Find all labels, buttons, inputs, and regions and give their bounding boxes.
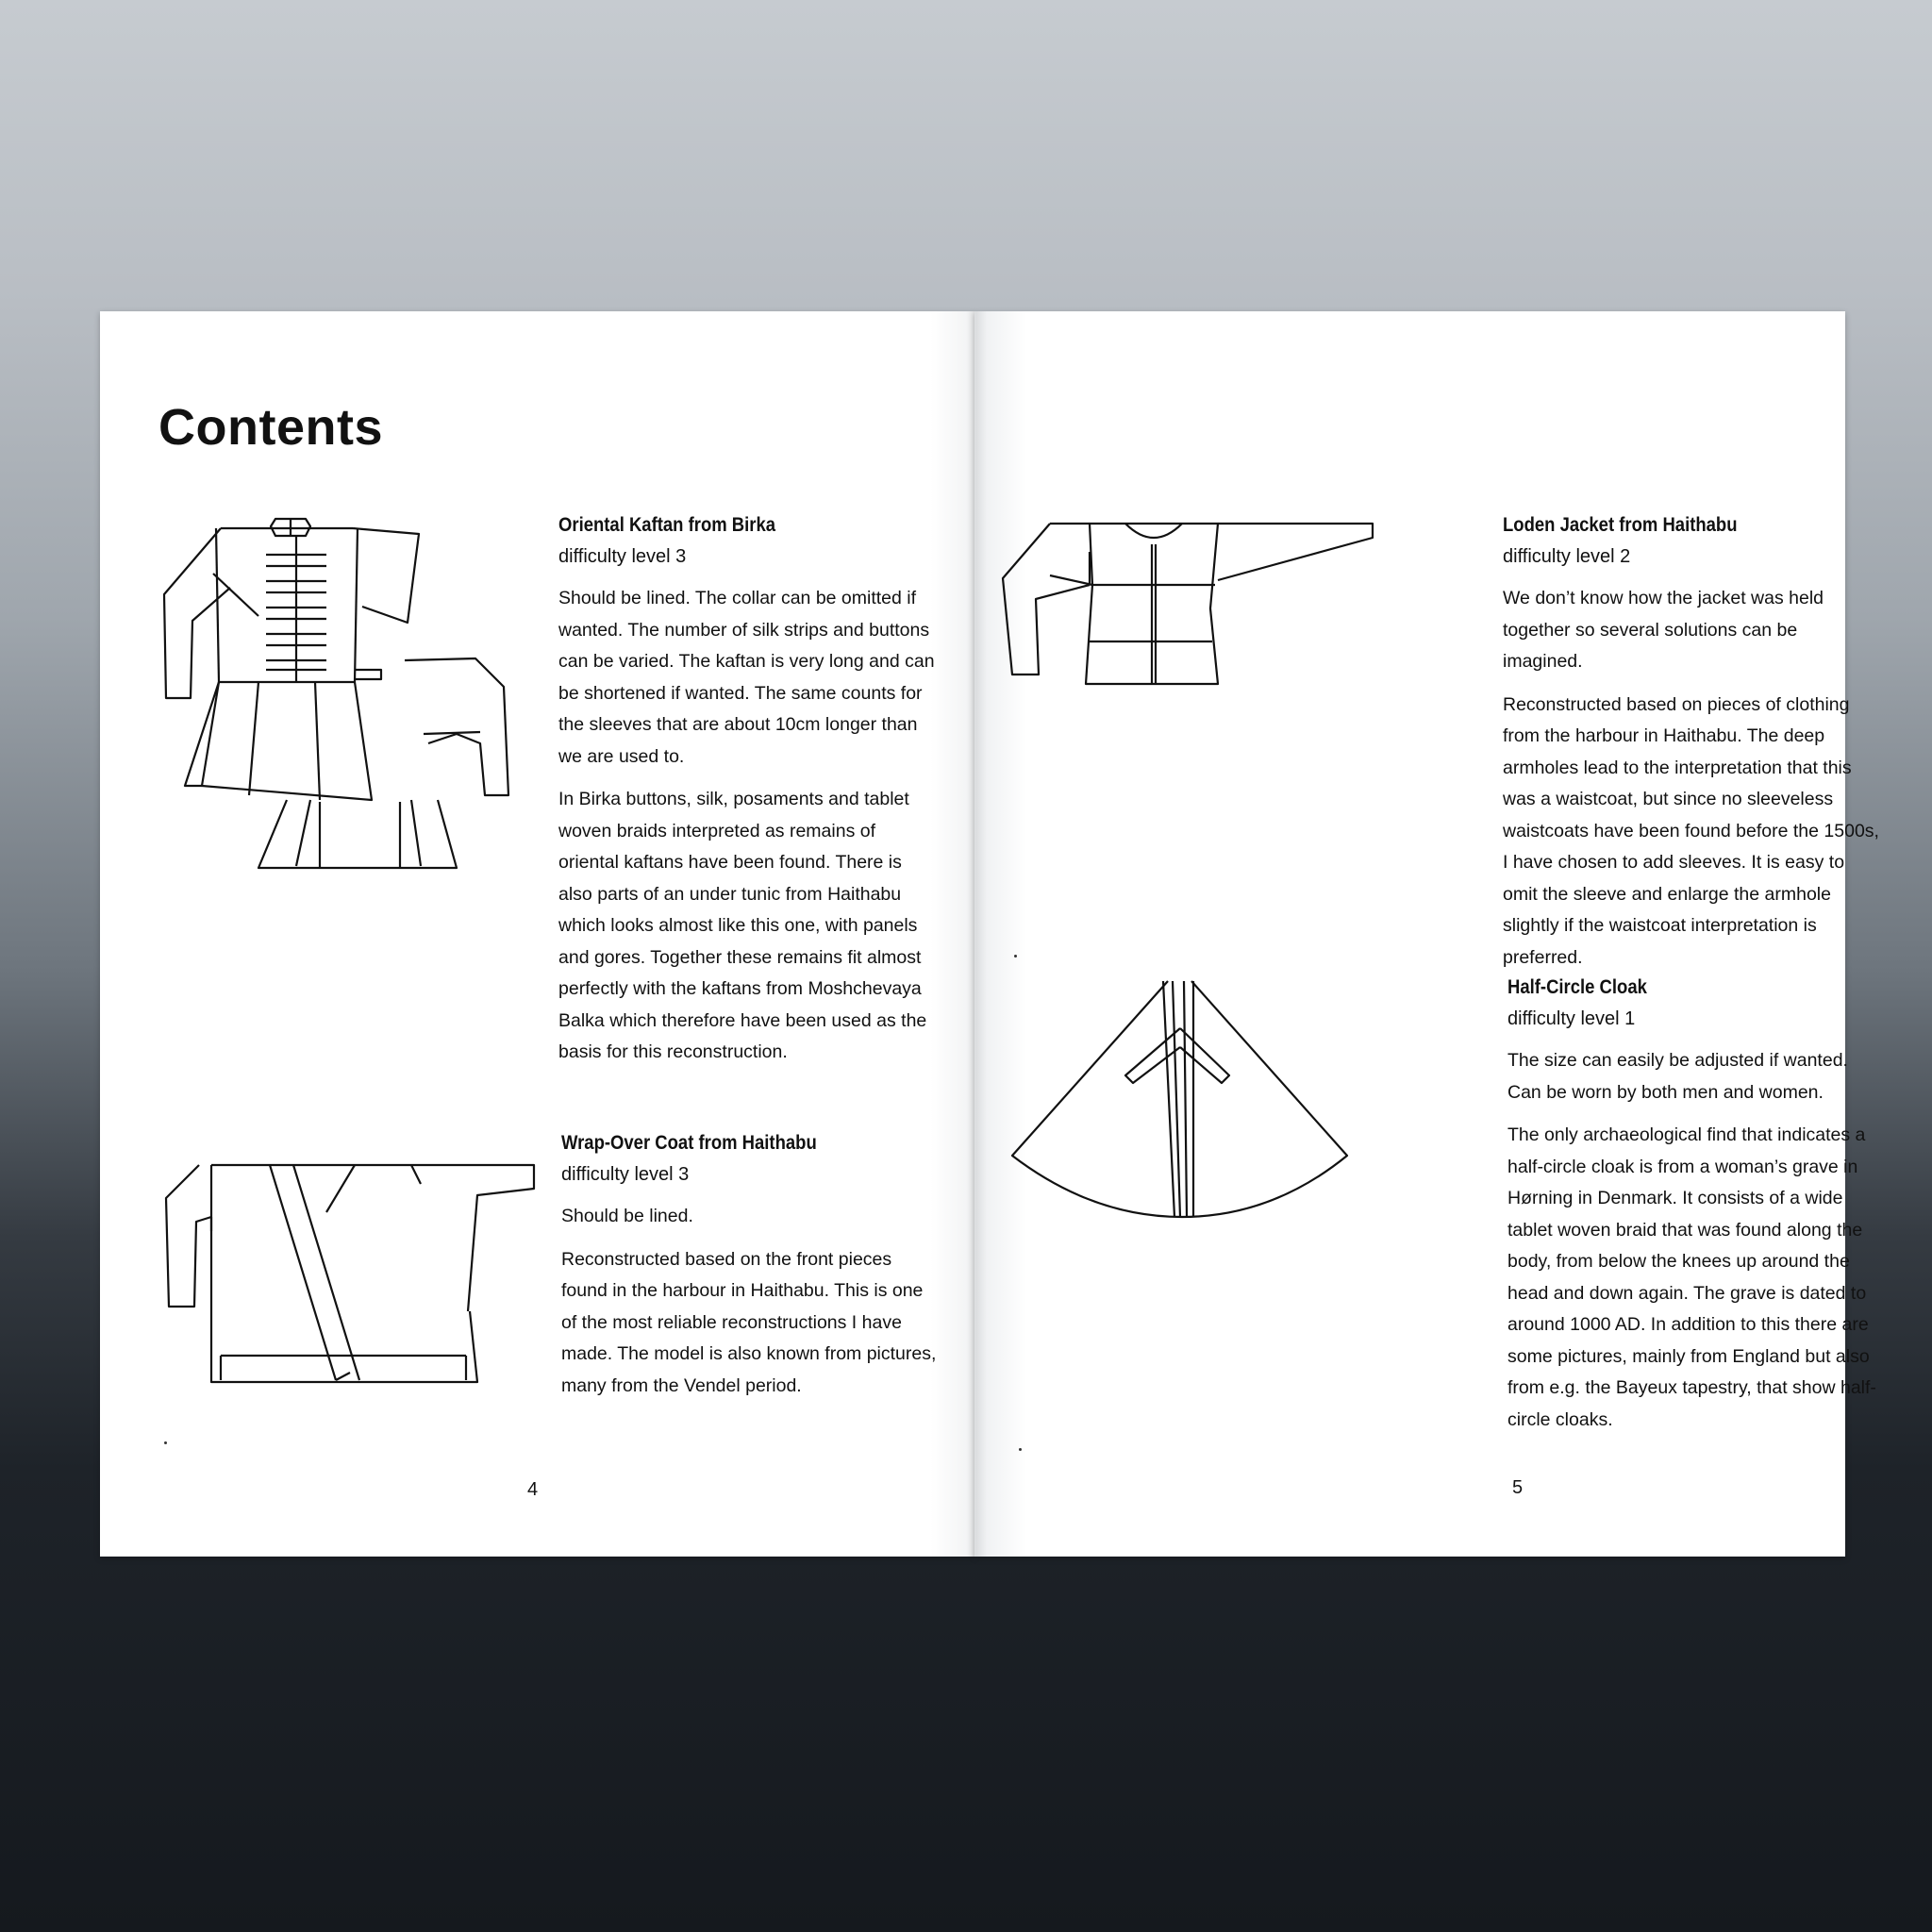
print-speck (1019, 1448, 1022, 1451)
entry-paragraph: We don’t know how the jacket was held together so several solutions can be imagined. (1503, 588, 1824, 672)
entry-paragraph: In Birka buttons, silk, posaments and tablet woven braids interpreted as remains of oriental kaftans have been found. There is also parts of an under tunic from Haithabu which looks almost like this one, with panels and gores. Together these remains fit almost perfectly with the kaftans from Moshchevaya Balka which therefore have been used as the basis for this reconstruction. (558, 789, 927, 1062)
difficulty-level: difficulty level 3 (558, 546, 687, 567)
page-title: Contents (158, 399, 383, 456)
half-circle-cloak-drawing (1012, 981, 1352, 1217)
loden-jacket-drawing (1003, 524, 1380, 693)
booklet-spread (100, 311, 1879, 1557)
entry-paragraph: The only archaeological find that indicates a half-circle cloak is from a woman’s grave in Hørning in Denmark. It consists of a wide tablet woven braid that was found along the body, from below the knees up around the head and down again. The grave is dated to around 1000 AD. In addition to this there are some pictures, mainly from England but also from e.g. the Bayeux tapestry, that show half-circle cloaks. (1507, 1124, 1876, 1430)
kaftan-drawing (164, 517, 579, 923)
print-speck (164, 1441, 167, 1444)
entry-wrap-over-coat (561, 1127, 939, 1413)
entry-paragraph: Should be lined. The collar can be omitted if wanted. The number of silk strips and buttons can be varied. The kaftan is very long and can be shortened if wanted. The same counts for the sleeves that are about 10cm longer than we are used to. (558, 588, 935, 767)
page-number: 5 (1512, 1477, 1524, 1498)
difficulty-level: difficulty level 1 (1507, 1008, 1636, 1029)
right-page (974, 311, 1879, 1557)
entry-paragraph: The size can easily be adjusted if wanted. Can be worn by both men and women. (1507, 1050, 1848, 1103)
print-speck (1014, 955, 1017, 958)
entry-title: Wrap-Over Coat from Haithabu (561, 1132, 817, 1154)
entry-loden-jacket (1503, 509, 1880, 985)
entry-title: Half-Circle Cloak (1507, 976, 1647, 998)
book-gutter (966, 311, 987, 1557)
entry-title: Oriental Kaftan from Birka (558, 514, 776, 536)
entry-paragraph: Reconstructed based on the front pieces found in the harbour in Haithabu. This is one of the most reliable reconstructions I have made. The model is also known from pictures, many from the Vendel period. (561, 1248, 937, 1396)
entry-half-circle-cloak (1507, 972, 1885, 1447)
wrap-over-coat-drawing (166, 1137, 543, 1382)
page-number: 4 (527, 1479, 539, 1500)
entry-oriental-kaftan (558, 509, 936, 1080)
left-page (100, 311, 974, 1557)
difficulty-level: difficulty level 3 (561, 1164, 690, 1185)
entry-title: Loden Jacket from Haithabu (1503, 514, 1738, 536)
difficulty-level: difficulty level 2 (1503, 546, 1631, 567)
entry-paragraph: Reconstructed based on pieces of clothing from the harbour in Haithabu. The deep armholes lead to the interpretation that this was a waistcoat, but since no sleeveless waistcoats have been found before the 1500s, I have chosen to add sleeves. It is easy to omit the sleeve and enlarge the armhole slightly if the waistcoat interpretation is preferred. (1503, 693, 1879, 968)
entry-paragraph: Should be lined. (561, 1206, 693, 1226)
